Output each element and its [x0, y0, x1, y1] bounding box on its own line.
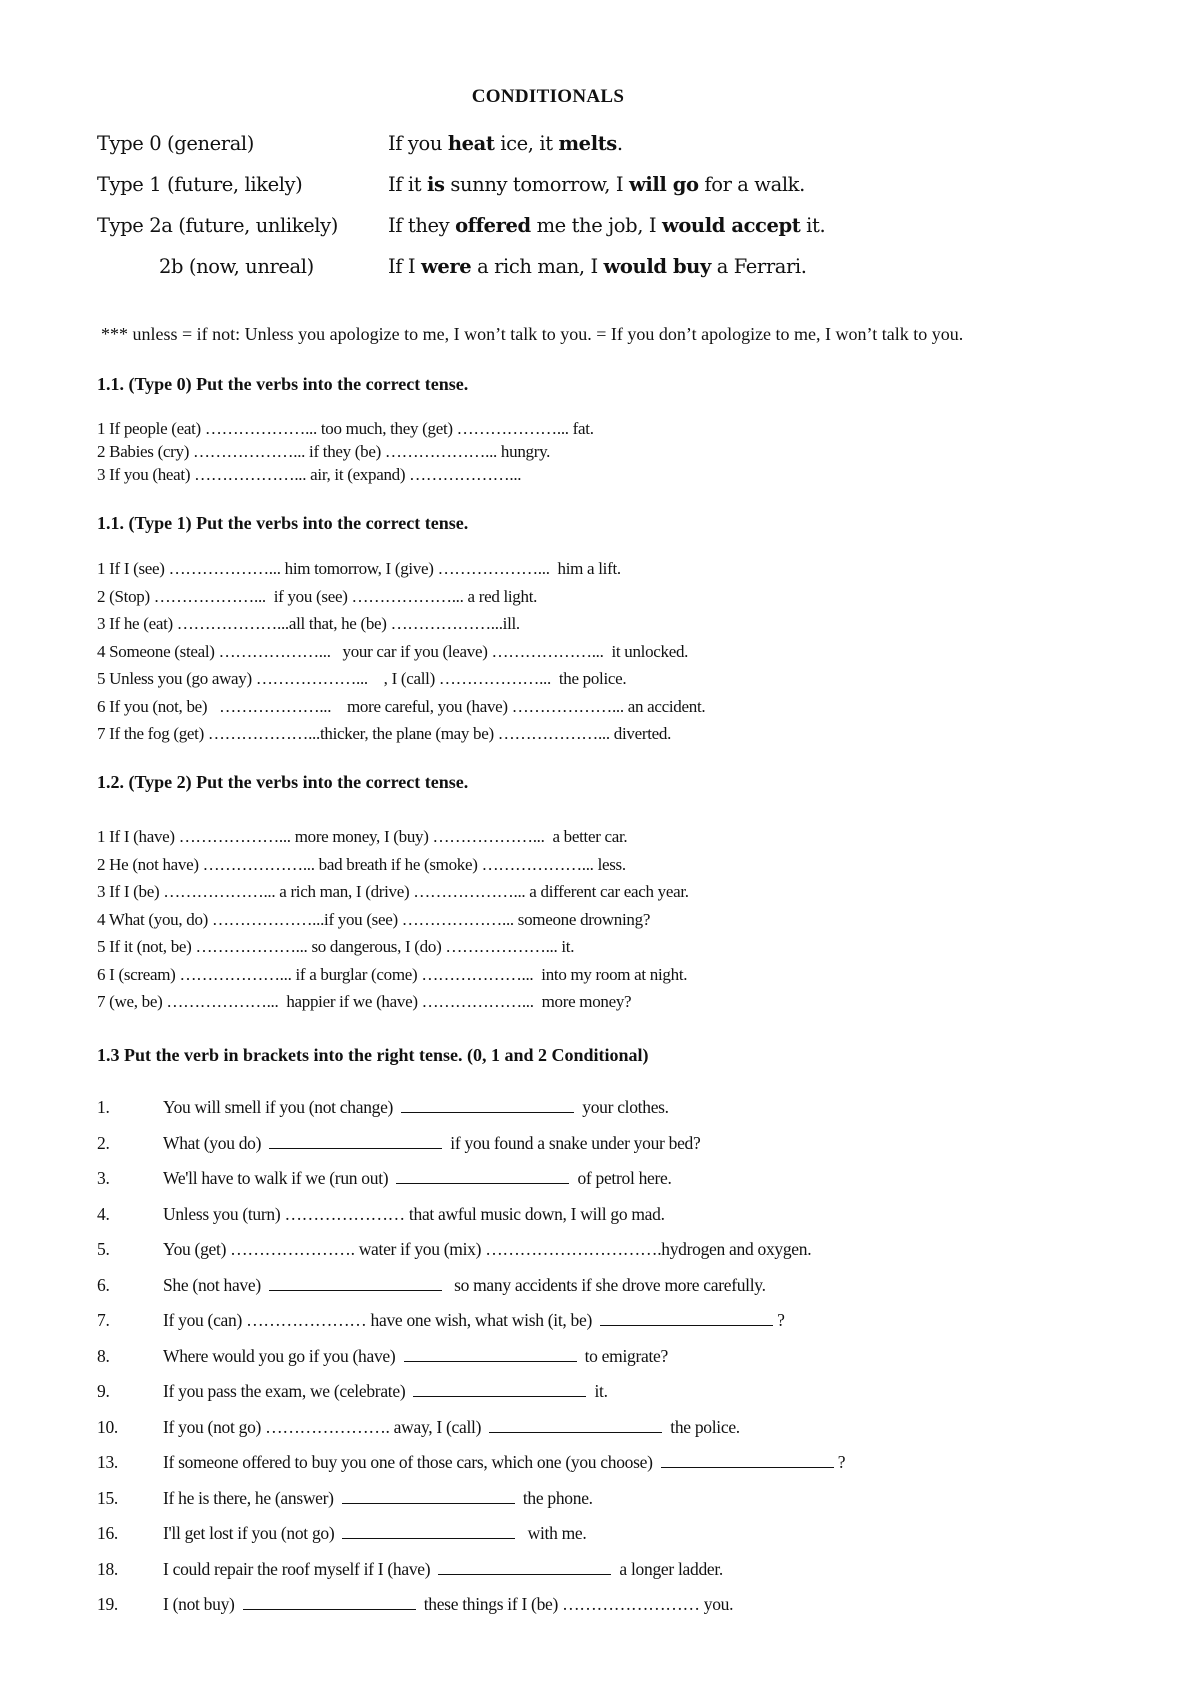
item-text-segment: If you pass the exam, we (celebrate)	[163, 1381, 410, 1401]
exercise-line: 4 Someone (steal) ………………... your car if you (leave) ………………... it unlocked.	[97, 641, 689, 661]
example-text: for a walk.	[698, 173, 805, 196]
exercise-line: 6 I (scream) ………………... if a burglar (come) ………………... into my room at night.	[97, 964, 688, 984]
item-text	[163, 1161, 672, 1197]
example-verb: is	[427, 173, 445, 196]
answer-blank[interactable]	[269, 1130, 442, 1149]
exercise-line: 4 What (you, do) ………………...if you (see) ………………... someone drowning?	[97, 909, 651, 929]
answer-blank[interactable]	[489, 1414, 662, 1433]
item-text-segment: If someone offered to buy you one of those cars, which one (you choose)	[163, 1452, 657, 1472]
item-text	[163, 1481, 593, 1517]
example-verb: were	[421, 255, 472, 278]
item-text-segment: I (not buy)	[163, 1594, 239, 1614]
exercise-line: 1 If I (have) ………………... more money, I (buy) ………………... a better car.	[97, 827, 628, 846]
item-text-segment: Unless you (turn) ………………… that awful music down, I will go mad.	[163, 1203, 665, 1224]
answer-blank[interactable]	[401, 1094, 574, 1113]
example-text: sunny tomorrow, I	[444, 173, 629, 196]
exercise-line: 5 Unless you (go away) ………………... , I (call) ………………... the police.	[97, 669, 627, 688]
example-verb: offered	[455, 214, 531, 237]
example-verb: would buy	[603, 255, 711, 278]
item-number: 9.	[97, 1381, 110, 1401]
item-text-segment: Where would you go if you (have)	[163, 1345, 400, 1366]
item-number: 19.	[97, 1594, 118, 1614]
item-number: 4.	[97, 1203, 110, 1224]
item-text-segment: I could repair the roof myself if I (have)	[163, 1558, 435, 1579]
exercise-item	[97, 1445, 845, 1481]
exercise-line: 3 If you (heat) ………………... air, it (expand) ………………...	[97, 465, 522, 484]
example-verb: will go	[628, 173, 699, 196]
item-number: 1.	[97, 1097, 110, 1117]
type-example	[388, 132, 623, 155]
exercise-item	[97, 1126, 845, 1162]
type-label: 2b (now, unreal)	[159, 255, 314, 278]
item-number: 10.	[97, 1416, 118, 1437]
answer-blank[interactable]	[342, 1485, 515, 1504]
item-text-segment: You (get) …………………. water if you (mix) ………………………….hydrogen and oxygen.	[163, 1239, 812, 1259]
item-text	[163, 1339, 668, 1375]
item-text-segment: a longer ladder.	[615, 1558, 723, 1579]
item-text	[163, 1552, 723, 1588]
item-text-segment: to emigrate?	[580, 1345, 668, 1366]
item-number: 7.	[97, 1310, 110, 1330]
exercise-item	[97, 1481, 845, 1517]
exercise-item	[97, 1587, 845, 1623]
example-text: .	[616, 132, 623, 155]
item-text	[163, 1374, 608, 1410]
section-heading-mixed: 1.3 Put the verb in brackets into the right tense. (0, 1 and 2 Conditional)	[97, 1045, 649, 1065]
type-row	[97, 164, 1097, 205]
section-lines-type1	[97, 555, 705, 748]
exercise-line: 3 If he (eat) ………………...all that, he (be) ………………...ill.	[97, 614, 520, 633]
example-verb: would accept	[661, 214, 801, 237]
item-text	[163, 1445, 845, 1481]
item-number: 3.	[97, 1168, 110, 1188]
item-text-segment: We'll have to walk if we (run out)	[163, 1168, 393, 1188]
exercise-line: 2 Babies (cry) ………………... if they (be) ………………... hungry.	[97, 442, 551, 461]
item-number: 2.	[97, 1132, 110, 1153]
item-text-segment: She (not have)	[163, 1274, 265, 1295]
answer-blank[interactable]	[661, 1449, 834, 1468]
answer-blank[interactable]	[396, 1165, 569, 1184]
item-number: 6.	[97, 1274, 110, 1295]
example-text: If you	[388, 132, 448, 155]
answer-blank[interactable]	[438, 1556, 611, 1575]
item-text-segment: your clothes.	[578, 1097, 669, 1117]
item-text	[163, 1268, 766, 1304]
exercise-item	[97, 1516, 845, 1552]
type-example	[388, 173, 805, 196]
item-text	[163, 1516, 586, 1552]
item-text-segment: with me.	[519, 1523, 587, 1543]
example-text: it.	[800, 214, 826, 237]
item-text-segment: You will smell if you (not change)	[163, 1097, 398, 1117]
mixed-exercise-list	[97, 1090, 845, 1623]
type-example	[388, 214, 825, 237]
answer-blank[interactable]	[413, 1378, 586, 1397]
exercise-item	[97, 1374, 845, 1410]
answer-blank[interactable]	[243, 1591, 416, 1610]
answer-blank[interactable]	[342, 1520, 515, 1539]
item-text-segment: if you found a snake under your bed?	[446, 1132, 701, 1153]
exercise-item	[97, 1197, 845, 1233]
type-label: Type 1 (future, likely)	[97, 173, 303, 196]
exercise-item	[97, 1161, 845, 1197]
type-label: Type 0 (general)	[97, 132, 254, 155]
exercise-item	[97, 1303, 845, 1339]
exercise-item	[97, 1410, 845, 1446]
item-text-segment: of petrol here.	[573, 1168, 672, 1188]
item-number: 13.	[97, 1452, 118, 1472]
type-row	[97, 123, 1097, 164]
item-text	[163, 1090, 669, 1126]
unless-note: *** unless = if not: Unless you apologize to me, I won’t talk to you. = If you don’t apologize to me, I won’t talk to you.	[101, 324, 964, 344]
example-text: a rich man, I	[471, 255, 604, 278]
item-text	[163, 1232, 811, 1268]
item-text	[163, 1587, 733, 1623]
conditional-types-table	[97, 123, 1097, 287]
item-text-segment: the phone.	[518, 1487, 593, 1508]
example-text: me the job, I	[530, 214, 662, 237]
answer-blank[interactable]	[404, 1343, 577, 1362]
answer-blank[interactable]	[600, 1307, 773, 1326]
exercise-line: 6 If you (not, be) ………………... more careful, you (have) ………………... an accident.	[97, 696, 706, 716]
example-text: If I	[388, 255, 422, 278]
page-title: CONDITIONALS	[471, 86, 625, 107]
section-lines-type0	[97, 417, 594, 486]
example-verb: melts	[558, 132, 617, 155]
item-text-segment: ?	[777, 1310, 785, 1330]
exercise-line: 5 If it (not, be) ………………... so dangerous, I (do) ………………... it.	[97, 937, 575, 956]
exercise-line: 7 If the fog (get) ………………...thicker, the plane (may be) ………………... diverted.	[97, 724, 672, 743]
exercise-item	[97, 1232, 845, 1268]
section-lines-type2	[97, 823, 689, 1016]
exercise-line: 2 He (not have) ………………... bad breath if he (smoke) ………………... less.	[97, 854, 626, 874]
type-example	[388, 255, 807, 278]
exercise-line: 1 If I (see) ………………... him tomorrow, I (give) ………………... him a lift.	[97, 559, 621, 578]
item-text-segment: ?	[837, 1452, 846, 1472]
item-text-segment: the police.	[666, 1416, 740, 1437]
section-heading-type0: 1.1. (Type 0) Put the verbs into the correct tense.	[97, 374, 469, 394]
item-text-segment: these things if I (be) …………………… you.	[419, 1594, 734, 1614]
item-number: 8.	[97, 1345, 110, 1366]
exercise-line: 3 If I (be) ………………... a rich man, I (drive) ………………... a different car each year.	[97, 882, 689, 901]
example-text: ice, it	[494, 132, 559, 155]
type-row	[97, 205, 1097, 246]
item-text	[163, 1410, 740, 1446]
example-text: a Ferrari.	[710, 255, 807, 278]
exercise-line: 2 (Stop) ………………... if you (see) ………………... a red light.	[97, 586, 538, 606]
item-text-segment: What (you do)	[163, 1132, 266, 1153]
section-heading-type2: 1.2. (Type 2) Put the verbs into the correct tense.	[97, 772, 469, 792]
answer-blank[interactable]	[269, 1272, 442, 1291]
item-text-segment: If he is there, he (answer)	[163, 1487, 338, 1508]
exercise-item	[97, 1268, 845, 1304]
exercise-item	[97, 1552, 845, 1588]
item-number: 5.	[97, 1239, 110, 1259]
example-verb: heat	[447, 132, 495, 155]
item-text-segment: If you (can) ………………… have one wish, what wish (it, be)	[163, 1310, 597, 1330]
item-number: 16.	[97, 1523, 118, 1543]
type-label: Type 2a (future, unlikely)	[97, 214, 338, 237]
exercise-line: 7 (we, be) ………………... happier if we (have) ………………... more money?	[97, 992, 632, 1011]
item-text-segment: I'll get lost if you (not go)	[163, 1523, 339, 1543]
item-text	[163, 1303, 785, 1339]
example-text: If it	[388, 173, 427, 196]
item-text-segment: If you (not go) …………………. away, I (call)	[163, 1416, 486, 1437]
exercise-line: 1 If people (eat) ………………... too much, they (get) ………………... fat.	[97, 419, 594, 438]
item-text-segment: it.	[590, 1381, 608, 1401]
section-heading-type1: 1.1. (Type 1) Put the verbs into the correct tense.	[97, 513, 469, 533]
exercise-item	[97, 1339, 845, 1375]
example-text: If they	[388, 214, 456, 237]
item-number: 18.	[97, 1558, 118, 1579]
item-text	[163, 1126, 700, 1162]
item-text	[163, 1197, 665, 1233]
item-text-segment: so many accidents if she drove more carefully.	[445, 1274, 766, 1295]
exercise-item	[97, 1090, 845, 1126]
item-number: 15.	[97, 1487, 118, 1508]
type-row	[97, 246, 1097, 287]
